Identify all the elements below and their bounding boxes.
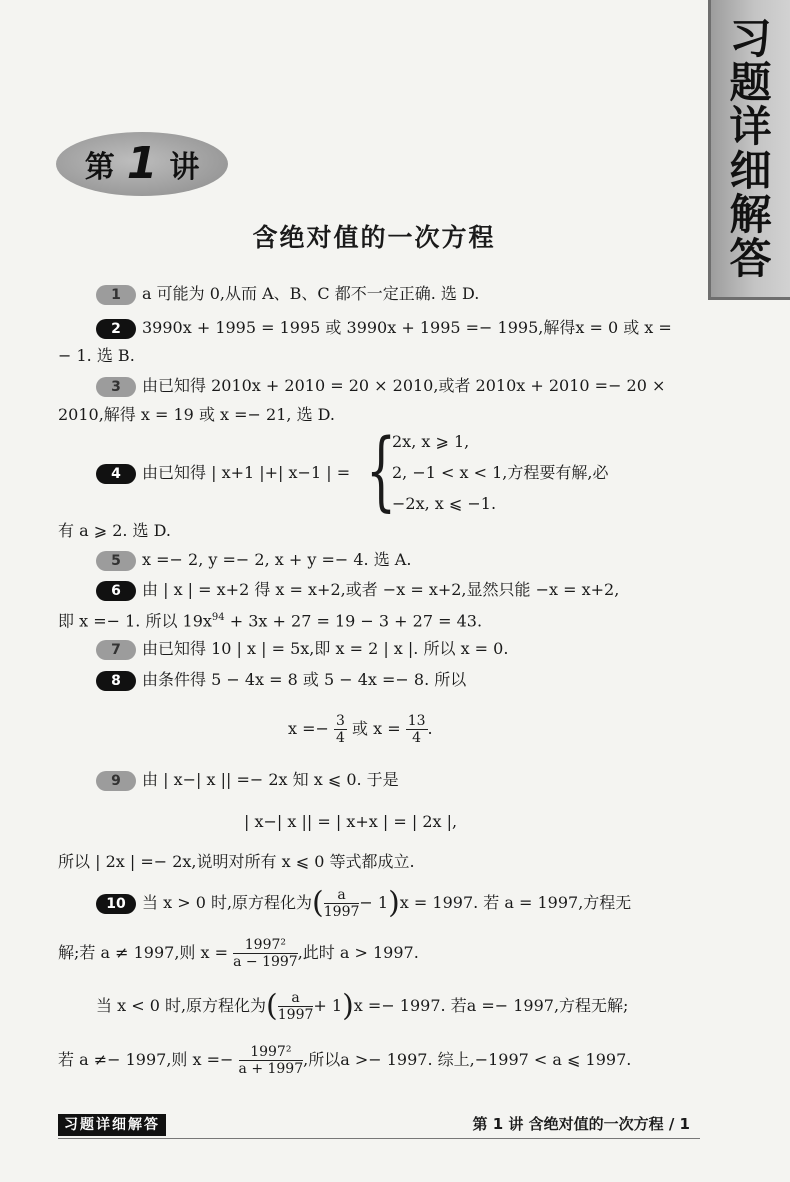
answer-number-badge: 9 xyxy=(96,771,136,791)
answer-text: x =− 1997. 若a =− 1997,方程无解; xyxy=(353,996,629,1015)
left-paren-icon: ( xyxy=(266,988,278,1024)
answer-number-badge: 2 xyxy=(96,319,136,339)
answer-10-line4 xyxy=(58,1042,631,1078)
answer-text: 由已知得 2010x + 2010 = 20 × 2010,或者 2010x + 2010 =− 20 × xyxy=(142,376,666,395)
equation-part: x =− xyxy=(288,719,335,738)
denominator: 4 xyxy=(336,730,345,746)
answer-number-badge: 1 xyxy=(96,285,136,305)
side-tab-char: 细 xyxy=(729,145,772,195)
left-brace-icon: { xyxy=(366,421,397,521)
side-tab-char: 详 xyxy=(729,101,772,151)
answer-10-line3 xyxy=(96,988,628,1024)
answer-2 xyxy=(96,316,672,340)
answer-6-cont xyxy=(58,606,482,633)
lecture-post: 讲 xyxy=(169,150,200,185)
fraction xyxy=(334,713,347,746)
answer-text: 由已知得 10 | x | = 5x,即 x = 2 | x |. 所以 x = 0. xyxy=(142,639,509,658)
answer-text: 由 | x−| x || =− 2x 知 x ⩽ 0. 于是 xyxy=(142,770,399,789)
footer-section-label: 习题详细解答 xyxy=(58,1114,166,1136)
fraction xyxy=(324,887,360,920)
answer-text: 当 x > 0 时,原方程化为 xyxy=(142,893,313,912)
numerator: 1997² xyxy=(233,937,298,954)
lecture-number: 1 xyxy=(126,138,158,189)
answer-9 xyxy=(96,768,399,792)
denominator: a − 1997 xyxy=(233,954,298,970)
answer-text: + 1 xyxy=(313,996,343,1015)
answer-number-badge: 7 xyxy=(96,640,136,660)
answer-1 xyxy=(96,282,479,306)
numerator: a xyxy=(278,990,314,1007)
answer-2-cont: − 1. 选 B. xyxy=(58,346,135,365)
fraction xyxy=(406,713,428,746)
page-title: 含绝对值的一次方程 xyxy=(252,223,496,252)
numerator: 1997² xyxy=(239,1044,304,1061)
case-1: 2x, x ⩾ 1, xyxy=(392,432,470,451)
answer-text: − 1 xyxy=(359,893,389,912)
answer-text: 3990x + 1995 = 1995 或 3990x + 1995 =− 1995,解得x = 0 或 x = xyxy=(142,318,672,337)
answer-number-badge: 5 xyxy=(96,551,136,571)
answer-8-equation xyxy=(288,713,433,746)
numerator: 3 xyxy=(336,713,345,729)
answer-5 xyxy=(96,548,411,572)
side-tab-char: 题 xyxy=(729,57,772,107)
lecture-header-badge xyxy=(56,132,228,196)
fraction xyxy=(239,1044,304,1077)
answer-number-badge: 4 xyxy=(96,464,136,484)
answer-number-badge: 8 xyxy=(96,671,136,691)
side-tab-char: 答 xyxy=(729,233,772,283)
answer-text: 即 x =− 1. 所以 19x xyxy=(58,611,212,631)
answer-3-cont: 2010,解得 x = 19 或 x =− 21, 选 D. xyxy=(58,405,335,424)
piecewise-cases xyxy=(366,421,696,521)
answer-text: 当 x < 0 时,原方程化为 xyxy=(96,996,267,1015)
answer-7 xyxy=(96,637,508,661)
answer-number-badge: 6 xyxy=(96,581,136,601)
answer-9-equation: | x−| x || = | x+x | = | 2x |, xyxy=(244,812,458,831)
answer-number-badge: 3 xyxy=(96,377,136,397)
lecture-pre: 第 xyxy=(84,150,115,185)
answer-text: 由 | x | = x+2 得 x = x+2,或者 −x = x+2,显然只能 −x = x+2, xyxy=(142,580,620,599)
answer-text: + 3x + 27 = 19 − 3 + 27 = 43. xyxy=(224,611,483,631)
answer-10-line2 xyxy=(58,935,419,971)
answer-text: x =− 2, y =− 2, x + y =− 4. 选 A. xyxy=(142,550,412,569)
fraction xyxy=(278,990,314,1023)
numerator: 13 xyxy=(407,713,426,729)
answer-text: 由已知得 | x+1 |+| x−1 | = xyxy=(142,463,351,482)
numerator: a xyxy=(324,887,360,904)
answer-4 xyxy=(96,461,350,485)
equation-part: . xyxy=(427,719,433,738)
answer-8 xyxy=(96,668,466,692)
denominator: 1997 xyxy=(277,1007,314,1023)
denominator: 1997 xyxy=(323,904,360,920)
side-tab xyxy=(708,0,790,300)
answer-text: ,此时 a > 1997. xyxy=(297,943,419,962)
side-tab-char: 解 xyxy=(729,189,772,239)
answer-text: a 可能为 0,从而 A、B、C 都不一定正确. 选 D. xyxy=(142,284,480,303)
footer-running-title: 第 1 讲 含绝对值的一次方程 / 1 xyxy=(472,1115,690,1133)
answer-text: 由条件得 5 − 4x = 8 或 5 − 4x =− 8. 所以 xyxy=(142,670,467,689)
fraction xyxy=(233,937,298,970)
answer-text: 解;若 a ≠ 1997,则 x = xyxy=(58,943,234,962)
left-paren-icon: ( xyxy=(312,885,324,921)
equation-part: 或 x = xyxy=(346,719,406,738)
answer-number-badge: 10 xyxy=(96,894,136,914)
side-tab-char: 习 xyxy=(729,13,772,63)
answer-3 xyxy=(96,374,665,398)
right-paren-icon: ) xyxy=(342,988,354,1024)
answer-4-cont: 有 a ⩾ 2. 选 D. xyxy=(58,521,171,540)
exponent: 94 xyxy=(211,612,225,623)
answer-9-cont: 所以 | 2x | =− 2x,说明对所有 x ⩽ 0 等式都成立. xyxy=(58,852,415,871)
answer-6 xyxy=(96,578,619,602)
footer-divider xyxy=(58,1138,700,1139)
answer-text: 若 a ≠− 1997,则 x =− xyxy=(58,1050,239,1069)
denominator: 4 xyxy=(412,730,422,746)
denominator: a + 1997 xyxy=(238,1061,304,1077)
case-3: −2x, x ⩽ −1. xyxy=(392,494,497,513)
right-paren-icon: ) xyxy=(388,885,400,921)
answer-text: x = 1997. 若 a = 1997,方程无 xyxy=(399,893,632,912)
answer-10 xyxy=(96,885,631,921)
answer-text: ,所以a >− 1997. 综上,−1997 < a ⩽ 1997. xyxy=(303,1050,632,1069)
case-2: 2, −1 < x < 1,方程要有解,必 xyxy=(392,463,609,482)
